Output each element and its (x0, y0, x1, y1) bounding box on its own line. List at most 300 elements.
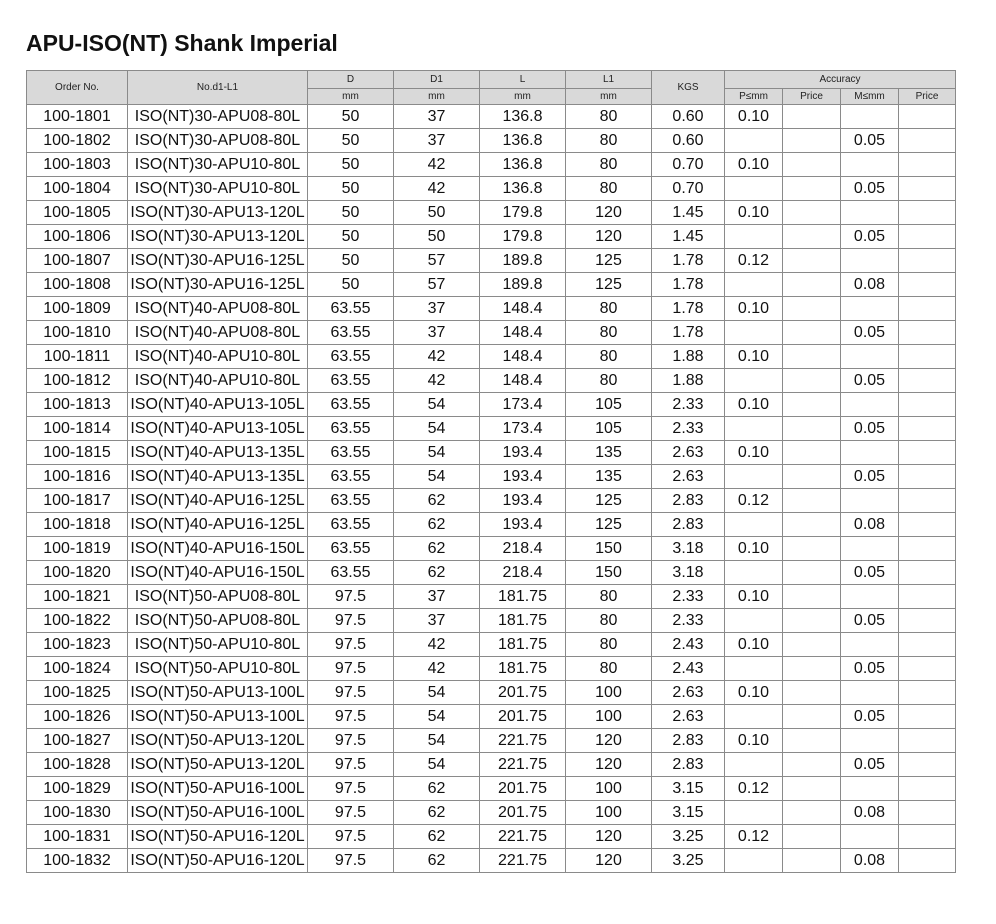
table-row (27, 297, 956, 321)
p-cell: 0.10 (725, 105, 783, 129)
l1-cell: 80 (566, 633, 652, 657)
m-cell (841, 297, 899, 321)
l-cell: 179.8 (480, 225, 566, 249)
order-no-cell: 100-1812 (27, 369, 128, 393)
p-cell (725, 609, 783, 633)
d-cell: 97.5 (308, 657, 394, 681)
l-cell: 148.4 (480, 369, 566, 393)
d1-cell: 62 (394, 513, 480, 537)
m-cell: 0.05 (841, 417, 899, 441)
p-price-cell (783, 681, 841, 705)
l-cell: 193.4 (480, 513, 566, 537)
header-m: M≤mm (841, 89, 899, 105)
d1-cell: 37 (394, 321, 480, 345)
p-cell: 0.10 (725, 441, 783, 465)
order-no-cell: 100-1810 (27, 321, 128, 345)
kgs-cell: 2.43 (652, 633, 725, 657)
m-cell (841, 201, 899, 225)
l-cell: 181.75 (480, 585, 566, 609)
p-price-cell (783, 537, 841, 561)
l1-cell: 80 (566, 105, 652, 129)
model-cell: ISO(NT)40-APU13-105L (128, 393, 308, 417)
p-cell: 0.10 (725, 297, 783, 321)
order-no-cell: 100-1815 (27, 441, 128, 465)
kgs-cell: 2.83 (652, 513, 725, 537)
model-cell: ISO(NT)30-APU08-80L (128, 105, 308, 129)
header-d: D (308, 71, 394, 89)
model-cell: ISO(NT)40-APU16-125L (128, 489, 308, 513)
table-row (27, 753, 956, 777)
l-cell: 181.75 (480, 609, 566, 633)
d1-cell: 37 (394, 129, 480, 153)
l1-cell: 125 (566, 489, 652, 513)
d-cell: 63.55 (308, 369, 394, 393)
l1-cell: 80 (566, 177, 652, 201)
d1-cell: 62 (394, 561, 480, 585)
kgs-cell: 2.63 (652, 441, 725, 465)
table-row (27, 489, 956, 513)
d1-cell: 54 (394, 417, 480, 441)
p-price-cell (783, 825, 841, 849)
order-no-cell: 100-1813 (27, 393, 128, 417)
d1-cell: 62 (394, 849, 480, 873)
d-cell: 97.5 (308, 849, 394, 873)
p-cell (725, 801, 783, 825)
m-price-cell (899, 345, 956, 369)
l-cell: 218.4 (480, 537, 566, 561)
model-cell: ISO(NT)40-APU13-135L (128, 465, 308, 489)
l1-cell: 120 (566, 849, 652, 873)
order-no-cell: 100-1830 (27, 801, 128, 825)
l1-cell: 80 (566, 585, 652, 609)
d-cell: 97.5 (308, 633, 394, 657)
l-cell: 148.4 (480, 345, 566, 369)
m-cell (841, 537, 899, 561)
table-row (27, 513, 956, 537)
l-cell: 193.4 (480, 489, 566, 513)
order-no-cell: 100-1832 (27, 849, 128, 873)
l-cell: 136.8 (480, 177, 566, 201)
m-price-cell (899, 297, 956, 321)
header-l: L (480, 71, 566, 89)
d1-cell: 37 (394, 585, 480, 609)
kgs-cell: 2.83 (652, 489, 725, 513)
p-cell: 0.12 (725, 777, 783, 801)
p-cell: 0.10 (725, 201, 783, 225)
p-price-cell (783, 513, 841, 537)
m-price-cell (899, 729, 956, 753)
order-no-cell: 100-1831 (27, 825, 128, 849)
p-price-cell (783, 777, 841, 801)
kgs-cell: 2.33 (652, 417, 725, 441)
order-no-cell: 100-1801 (27, 105, 128, 129)
d1-cell: 37 (394, 609, 480, 633)
order-no-cell: 100-1825 (27, 681, 128, 705)
model-cell: ISO(NT)50-APU10-80L (128, 633, 308, 657)
model-cell: ISO(NT)50-APU08-80L (128, 609, 308, 633)
header-model: No.d1-L1 (128, 71, 308, 105)
p-price-cell (783, 729, 841, 753)
kgs-cell: 2.63 (652, 465, 725, 489)
p-price-cell (783, 345, 841, 369)
l1-cell: 120 (566, 825, 652, 849)
model-cell: ISO(NT)30-APU16-125L (128, 273, 308, 297)
l1-cell: 150 (566, 537, 652, 561)
p-cell: 0.10 (725, 345, 783, 369)
model-cell: ISO(NT)40-APU13-105L (128, 417, 308, 441)
m-price-cell (899, 513, 956, 537)
m-cell (841, 441, 899, 465)
d-cell: 63.55 (308, 537, 394, 561)
l-cell: 221.75 (480, 729, 566, 753)
m-cell: 0.05 (841, 657, 899, 681)
model-cell: ISO(NT)50-APU16-100L (128, 777, 308, 801)
m-cell (841, 729, 899, 753)
l-cell: 218.4 (480, 561, 566, 585)
m-price-cell (899, 705, 956, 729)
table-row (27, 321, 956, 345)
d1-cell: 62 (394, 537, 480, 561)
kgs-cell: 1.78 (652, 297, 725, 321)
d1-cell: 42 (394, 633, 480, 657)
order-no-cell: 100-1826 (27, 705, 128, 729)
p-cell (725, 273, 783, 297)
order-no-cell: 100-1816 (27, 465, 128, 489)
p-price-cell (783, 177, 841, 201)
p-cell (725, 753, 783, 777)
m-price-cell (899, 561, 956, 585)
model-cell: ISO(NT)40-APU16-125L (128, 513, 308, 537)
l-cell: 136.8 (480, 105, 566, 129)
table-row (27, 225, 956, 249)
d-cell: 97.5 (308, 609, 394, 633)
d1-cell: 54 (394, 753, 480, 777)
p-cell (725, 513, 783, 537)
order-no-cell: 100-1828 (27, 753, 128, 777)
m-cell (841, 345, 899, 369)
kgs-cell: 2.63 (652, 681, 725, 705)
l1-cell: 105 (566, 417, 652, 441)
p-price-cell (783, 105, 841, 129)
m-cell: 0.05 (841, 705, 899, 729)
d-cell: 63.55 (308, 321, 394, 345)
l1-cell: 120 (566, 201, 652, 225)
l1-cell: 80 (566, 609, 652, 633)
m-price-cell (899, 201, 956, 225)
m-cell: 0.08 (841, 513, 899, 537)
table-row (27, 561, 956, 585)
l-cell: 173.4 (480, 393, 566, 417)
p-price-cell (783, 849, 841, 873)
m-cell (841, 489, 899, 513)
table-row (27, 633, 956, 657)
page-title: APU-ISO(NT) Shank Imperial (26, 30, 338, 56)
d-cell: 97.5 (308, 777, 394, 801)
table-row (27, 345, 956, 369)
l1-cell: 125 (566, 273, 652, 297)
table-row (27, 273, 956, 297)
m-cell: 0.05 (841, 225, 899, 249)
kgs-cell: 2.83 (652, 753, 725, 777)
kgs-cell: 3.15 (652, 777, 725, 801)
l1-cell: 80 (566, 153, 652, 177)
m-cell (841, 777, 899, 801)
m-price-cell (899, 465, 956, 489)
l1-cell: 80 (566, 129, 652, 153)
p-cell: 0.10 (725, 537, 783, 561)
p-price-cell (783, 297, 841, 321)
d-cell: 63.55 (308, 465, 394, 489)
m-cell: 0.05 (841, 129, 899, 153)
order-no-cell: 100-1829 (27, 777, 128, 801)
header-p: P≤mm (725, 89, 783, 105)
header-d1: D1 (394, 71, 480, 89)
p-cell (725, 225, 783, 249)
order-no-cell: 100-1807 (27, 249, 128, 273)
l1-cell: 100 (566, 801, 652, 825)
kgs-cell: 3.18 (652, 561, 725, 585)
p-cell (725, 129, 783, 153)
p-price-cell (783, 249, 841, 273)
table-row (27, 585, 956, 609)
p-cell (725, 705, 783, 729)
d-cell: 97.5 (308, 753, 394, 777)
m-price-cell (899, 801, 956, 825)
model-cell: ISO(NT)40-APU10-80L (128, 345, 308, 369)
model-cell: ISO(NT)50-APU10-80L (128, 657, 308, 681)
kgs-cell: 0.70 (652, 177, 725, 201)
kgs-cell: 0.70 (652, 153, 725, 177)
kgs-cell: 3.25 (652, 825, 725, 849)
l-cell: 173.4 (480, 417, 566, 441)
kgs-cell: 3.15 (652, 801, 725, 825)
d1-cell: 54 (394, 729, 480, 753)
m-cell (841, 633, 899, 657)
m-cell: 0.05 (841, 177, 899, 201)
p-cell (725, 177, 783, 201)
m-cell: 0.08 (841, 801, 899, 825)
m-cell (841, 825, 899, 849)
order-no-cell: 100-1803 (27, 153, 128, 177)
l1-cell: 125 (566, 249, 652, 273)
m-cell: 0.05 (841, 321, 899, 345)
d-cell: 63.55 (308, 393, 394, 417)
kgs-cell: 2.33 (652, 585, 725, 609)
header-kgs: KGS (652, 71, 725, 105)
m-price-cell (899, 249, 956, 273)
d1-cell: 54 (394, 681, 480, 705)
p-price-cell (783, 657, 841, 681)
d-cell: 50 (308, 201, 394, 225)
kgs-cell: 1.78 (652, 249, 725, 273)
l-cell: 221.75 (480, 849, 566, 873)
l-cell: 136.8 (480, 129, 566, 153)
m-price-cell (899, 537, 956, 561)
table-row (27, 393, 956, 417)
p-cell: 0.10 (725, 393, 783, 417)
table-row (27, 729, 956, 753)
d1-cell: 62 (394, 801, 480, 825)
m-price-cell (899, 105, 956, 129)
d-cell: 63.55 (308, 489, 394, 513)
model-cell: ISO(NT)30-APU10-80L (128, 177, 308, 201)
d1-cell: 54 (394, 465, 480, 489)
m-price-cell (899, 417, 956, 441)
l-cell: 193.4 (480, 441, 566, 465)
table-row (27, 609, 956, 633)
p-price-cell (783, 753, 841, 777)
p-price-cell (783, 609, 841, 633)
l-cell: 189.8 (480, 273, 566, 297)
order-no-cell: 100-1811 (27, 345, 128, 369)
kgs-cell: 1.88 (652, 345, 725, 369)
l1-cell: 105 (566, 393, 652, 417)
l-cell: 193.4 (480, 465, 566, 489)
m-price-cell (899, 393, 956, 417)
m-cell: 0.08 (841, 273, 899, 297)
order-no-cell: 100-1814 (27, 417, 128, 441)
header-l1: L1 (566, 71, 652, 89)
kgs-cell: 0.60 (652, 105, 725, 129)
p-price-cell (783, 801, 841, 825)
header-order-no: Order No. (27, 71, 128, 105)
model-cell: ISO(NT)30-APU08-80L (128, 129, 308, 153)
d1-cell: 57 (394, 249, 480, 273)
l-cell: 221.75 (480, 753, 566, 777)
p-cell: 0.12 (725, 825, 783, 849)
header-p-price: Price (783, 89, 841, 105)
model-cell: ISO(NT)50-APU13-120L (128, 729, 308, 753)
m-price-cell (899, 657, 956, 681)
table-row (27, 537, 956, 561)
p-cell: 0.10 (725, 633, 783, 657)
table-row (27, 849, 956, 873)
model-cell: ISO(NT)50-APU13-100L (128, 681, 308, 705)
d-cell: 50 (308, 177, 394, 201)
model-cell: ISO(NT)50-APU13-100L (128, 705, 308, 729)
m-price-cell (899, 129, 956, 153)
m-price-cell (899, 489, 956, 513)
order-no-cell: 100-1822 (27, 609, 128, 633)
d-cell: 97.5 (308, 585, 394, 609)
d-cell: 63.55 (308, 561, 394, 585)
order-no-cell: 100-1802 (27, 129, 128, 153)
order-no-cell: 100-1821 (27, 585, 128, 609)
d-cell: 63.55 (308, 417, 394, 441)
p-price-cell (783, 225, 841, 249)
l-cell: 181.75 (480, 657, 566, 681)
order-no-cell: 100-1818 (27, 513, 128, 537)
model-cell: ISO(NT)50-APU16-120L (128, 825, 308, 849)
d1-cell: 37 (394, 105, 480, 129)
m-cell: 0.08 (841, 849, 899, 873)
p-price-cell (783, 273, 841, 297)
l-cell: 201.75 (480, 705, 566, 729)
table-header (27, 71, 956, 105)
model-cell: ISO(NT)30-APU10-80L (128, 153, 308, 177)
d1-cell: 42 (394, 177, 480, 201)
p-price-cell (783, 561, 841, 585)
p-price-cell (783, 321, 841, 345)
table-row (27, 417, 956, 441)
m-price-cell (899, 825, 956, 849)
p-price-cell (783, 465, 841, 489)
d1-cell: 62 (394, 777, 480, 801)
d-cell: 50 (308, 273, 394, 297)
order-no-cell: 100-1819 (27, 537, 128, 561)
header-accuracy: Accuracy (725, 71, 956, 89)
p-price-cell (783, 585, 841, 609)
table-row (27, 801, 956, 825)
table-row (27, 705, 956, 729)
m-cell: 0.05 (841, 561, 899, 585)
model-cell: ISO(NT)30-APU13-120L (128, 201, 308, 225)
kgs-cell: 2.63 (652, 705, 725, 729)
table-row (27, 777, 956, 801)
l1-cell: 100 (566, 705, 652, 729)
m-price-cell (899, 633, 956, 657)
l1-cell: 80 (566, 345, 652, 369)
l1-cell: 100 (566, 777, 652, 801)
d1-cell: 62 (394, 489, 480, 513)
d-cell: 97.5 (308, 681, 394, 705)
l1-cell: 100 (566, 681, 652, 705)
d-cell: 63.55 (308, 513, 394, 537)
p-cell: 0.12 (725, 489, 783, 513)
l-cell: 221.75 (480, 825, 566, 849)
model-cell: ISO(NT)40-APU16-150L (128, 537, 308, 561)
l1-cell: 150 (566, 561, 652, 585)
order-no-cell: 100-1817 (27, 489, 128, 513)
m-cell (841, 249, 899, 273)
unit-d: mm (308, 89, 394, 105)
m-cell: 0.05 (841, 465, 899, 489)
l-cell: 189.8 (480, 249, 566, 273)
p-cell (725, 849, 783, 873)
kgs-cell: 1.78 (652, 321, 725, 345)
order-no-cell: 100-1805 (27, 201, 128, 225)
l1-cell: 80 (566, 321, 652, 345)
kgs-cell: 2.33 (652, 393, 725, 417)
d-cell: 50 (308, 225, 394, 249)
m-cell: 0.05 (841, 369, 899, 393)
l-cell: 201.75 (480, 777, 566, 801)
l1-cell: 80 (566, 297, 652, 321)
m-price-cell (899, 153, 956, 177)
table-row (27, 201, 956, 225)
l-cell: 179.8 (480, 201, 566, 225)
p-cell (725, 561, 783, 585)
d1-cell: 50 (394, 225, 480, 249)
d1-cell: 54 (394, 705, 480, 729)
kgs-cell: 1.45 (652, 201, 725, 225)
l-cell: 201.75 (480, 801, 566, 825)
spec-table (26, 70, 956, 873)
l1-cell: 80 (566, 369, 652, 393)
m-price-cell (899, 681, 956, 705)
d1-cell: 62 (394, 825, 480, 849)
m-price-cell (899, 321, 956, 345)
d1-cell: 37 (394, 297, 480, 321)
model-cell: ISO(NT)30-APU13-120L (128, 225, 308, 249)
p-cell (725, 657, 783, 681)
m-price-cell (899, 273, 956, 297)
kgs-cell: 1.88 (652, 369, 725, 393)
order-no-cell: 100-1820 (27, 561, 128, 585)
table-row (27, 153, 956, 177)
l1-cell: 135 (566, 441, 652, 465)
m-price-cell (899, 585, 956, 609)
